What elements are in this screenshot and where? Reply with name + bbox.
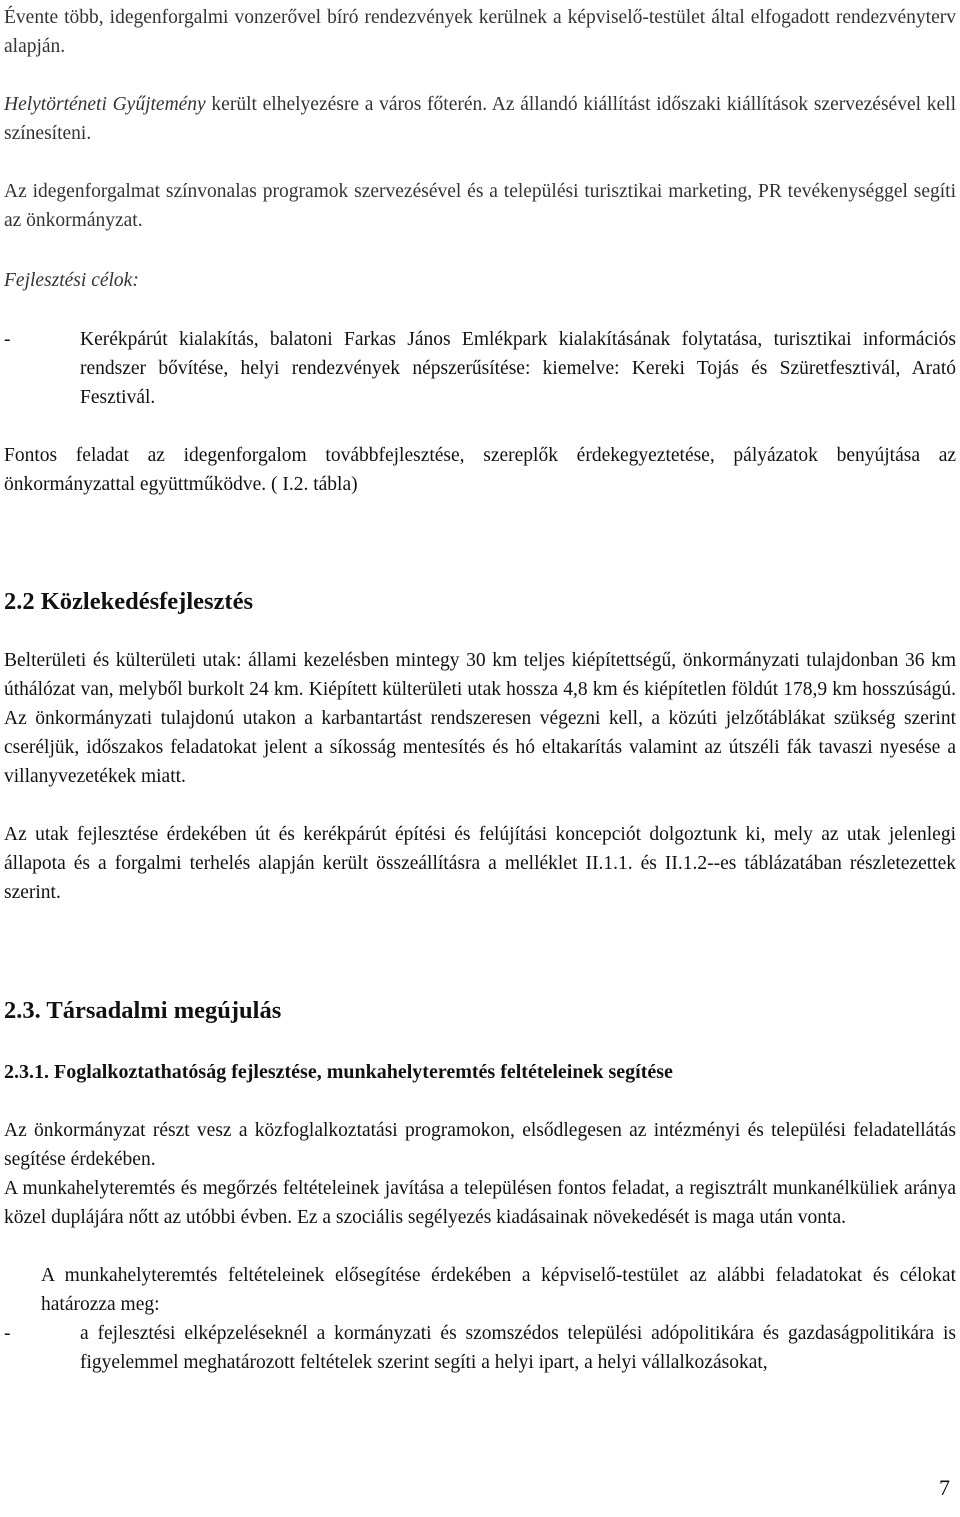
development-goal-text: Kerékpárút kialakítás, balatoni Farkas János Emlékpark kialakításának folytatása, turisztikai információs rendszer bővítése, helyi rendezvények népszerűsítése: kiemelve: Kereki Tojás és Szüretfesztivál, Arató Fesztivál.: [80, 329, 956, 408]
paragraph-tourism-tasks: Fontos feladat az idegenforgalom továbbfejlesztése, szereplők érdekegyeztetése, pályázatok benyújtása az önkormányzattal együttműködve. ( I.2. tábla): [4, 445, 956, 495]
development-goal-item: [4, 325, 956, 412]
paragraph-council-goals: A munkahelyteremtés feltételeinek elősegítése érdekében a képviselő-testület az alábbi feladatokat és célokat határozza meg:: [41, 1265, 956, 1315]
council-goal-text: a fejlesztési elképzeléseknél a kormányzati és szomszédos települési adópolitikára és gazdaságpolitikára is figyelemmel meghatározott feltételek szerint segíti a helyi ipart, a helyi vállalkozásokat,: [80, 1323, 956, 1373]
local-history-text: került elhelyezésre a város főterén. Az állandó kiállítást időszaki kiállítások szervezésével kell színesíteni.: [4, 94, 956, 144]
development-goals-label: Fejlesztési célok:: [4, 270, 139, 291]
heading-employment: 2.3.1. Foglalkoztathatóság fejlesztése, munkahelyteremtés feltételeinek segítése: [4, 1061, 673, 1083]
paragraph-local-history: [4, 90, 956, 148]
page-number: 7: [939, 1475, 950, 1500]
paragraph-road-concept: Az utak fejlesztése érdekében út és kerékpárút építési és felújítási koncepciót dolgoztunk ki, mely az utak jelenlegi állapota és a forgalmi terhelés alapján került összeállításra a melléklet II.1.1. és II.1.2--es táblázatában részletezettek szerint.: [4, 824, 956, 903]
paragraph-public-employment: Az önkormányzat részt vesz a közfoglalkoztatási programokon, elsődlegesen az intézményi és települési feladatellátás segítése érdekében.: [4, 1120, 956, 1170]
heading-transport-development: 2.2 Közlekedésfejlesztés: [4, 588, 253, 615]
paragraph-roads: Belterületi és külterületi utak: állami kezelésben mintegy 30 km teljes kiépítettségű, önkormányzati tulajdonban 36 km úthálózat van, melyből burkolt 24 km. Kiépített külterületi utak hossza 4,8 km és kiépítetlen földút 178,9 km hosszúságú. Az önkormányzati tulajdonú utakon a karbantartást rendszeresen végezni kell, a közúti jelzőtáblákat szükség szerint cseréljük, időszakos feladatokat jelent a síkosság mentesítés és hó eltakarítás valamint az útszéli fák tavaszi nyesése a villanyvezetékek miatt.: [4, 650, 956, 787]
bullet-dash: -: [4, 1323, 11, 1344]
heading-social-renewal: 2.3. Társadalmi megújulás: [4, 997, 282, 1024]
bullet-dash: -: [4, 329, 11, 350]
paragraph-job-creation: A munkahelyteremtés és megőrzés feltételeinek javítása a településen fontos feladat, a regisztrált munkanélküliek aránya közel duplájára nőtt az utóbbi évben. Ez a szociális segélyezés kiadásainak növekedését is maga után vonta.: [4, 1178, 956, 1228]
document-page: [4, 0, 956, 1517]
paragraph-tourism-marketing: Az idegenforgalmat színvonalas programok szervezésével és a települési turisztikai marketing, PR tevékenységgel segíti az önkormányzat.: [4, 181, 956, 231]
paragraph-events: Évente több, idegenforgalmi vonzerővel bíró rendezvények kerülnek a képviselő-testület által elfogadott rendezvényterv alapján.: [4, 7, 956, 57]
council-goal-item: [4, 1319, 956, 1377]
local-history-collection-title: Helytörténeti Gyűjtemény: [4, 94, 206, 115]
